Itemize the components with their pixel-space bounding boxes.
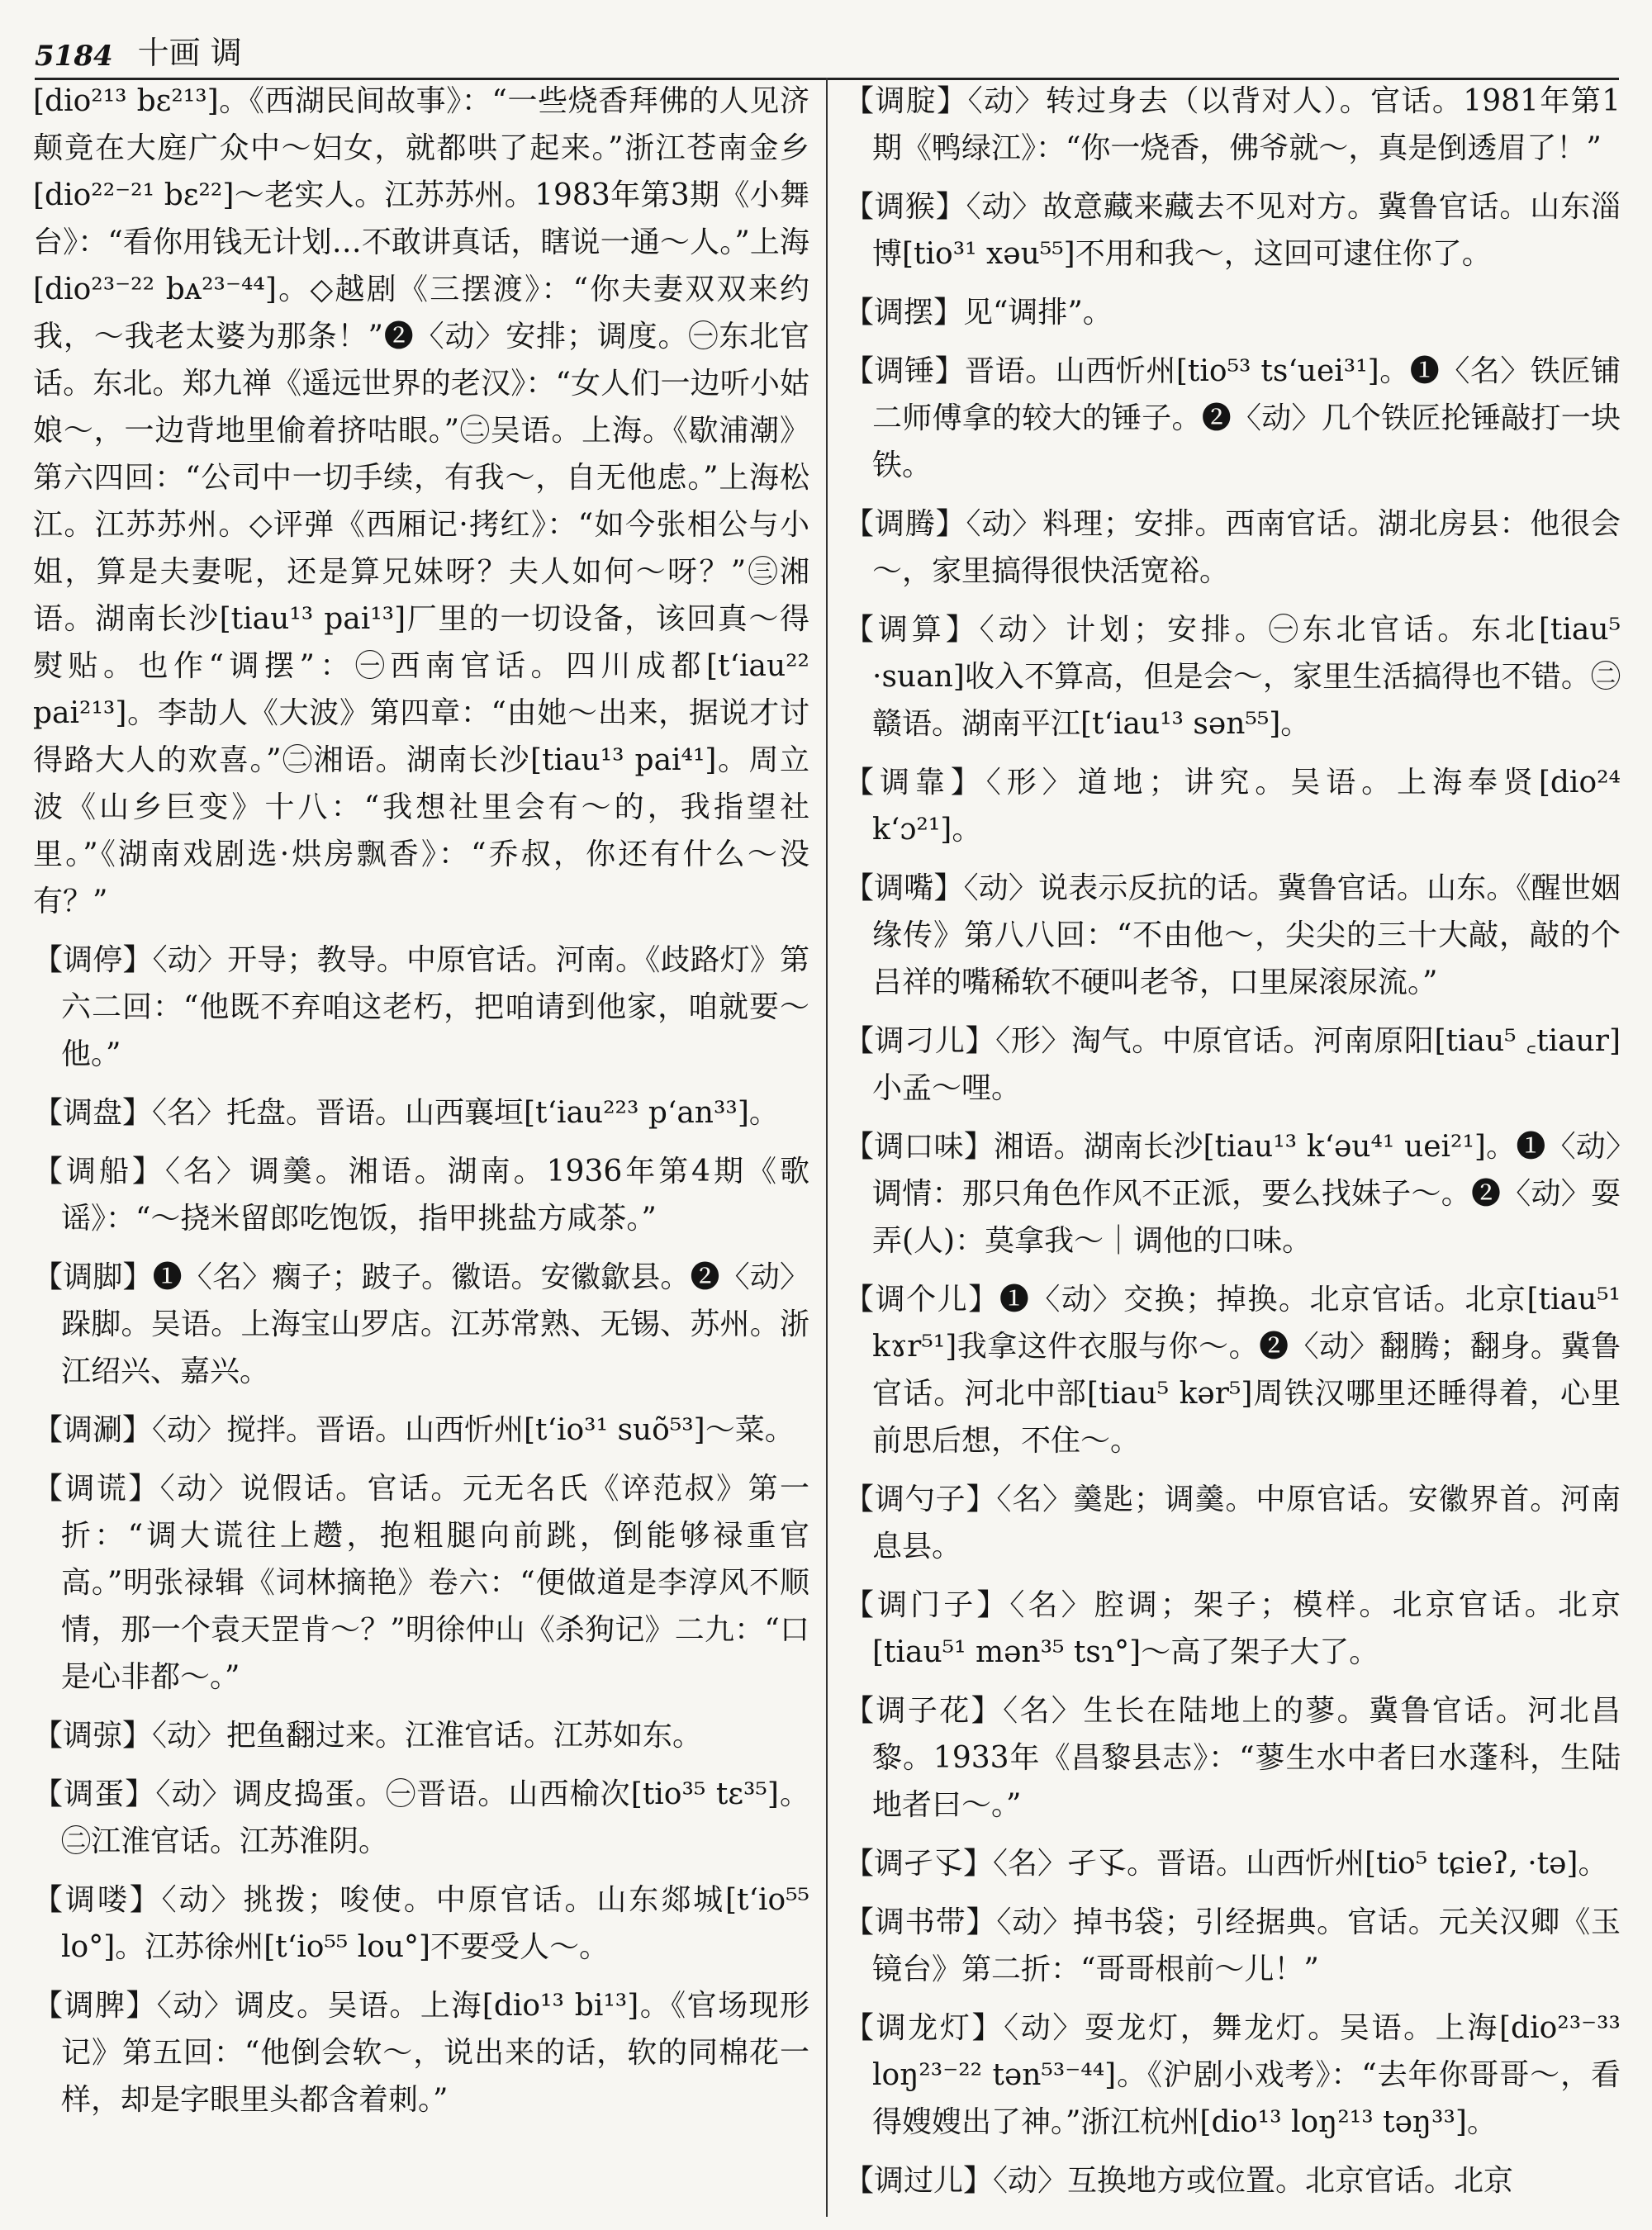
entry-continuation: [dio²¹³ bɛ²¹³]。《西湖民间故事》：“一些烧香拜佛的人见济颠竟在大庭广众中～妇女，就都哄了起来。”浙江苍南金乡[dio²²⁻²¹ bɛ²²]～老实人。江苏苏州。1983年第3期《小舞台》：“看你用钱无计划…不敢讲真话，瞎说一通～人。”上海[dio²³⁻²² bᴀ²³⁻⁴⁴]。◇越剧《三摆渡》：“你夫妻双双来约我，～我老太婆为那条！”❷〈动〉安排；调度。㊀东北官话。东北。郑九禅《遥远世界的老汉》：“女人们一边听小姑娘～，一边背地里偷着挤咕眼。”㊁吴语。上海。《歇浦潮》第六四回：“公司中一切手续，有我～，自无他虑。”上海松江。江苏苏州。◇评弹《西厢记·拷红》：“如今张相公与小姐，算是夫妻呢，还是算兄妹呀？夫人如何～呀？”㊂湘语。湖南长沙[tiau¹³ pai¹³]厂里的一切设备，该回真～得熨贴。也作“调摆”：㊀西南官话。四川成都[t‘iau²² pai²¹³]。李劼人《大波》第四章：“由她～出来，据说才讨得路大人的欢喜。”㊁湘语。湖南长沙[tiau¹³ pai⁴¹]。周立波《山乡巨变》十八：“我想社里会有～的，我指望社里。”《湖南戏剧选·烘房飘香》：“乔叔，你还有什么～没有？” (33, 84, 809, 918)
entry: 【调刁儿】〈形〉淘气。中原官话。河南原阳[tiau⁵ ꜀tiaur]小孟～哩。 (844, 1024, 1621, 1105)
column-divider (826, 78, 828, 2217)
entry: 【调盘】〈名〉托盘。晋语。山西襄垣[t‘iau²²³ p‘an³³]。 (33, 1096, 779, 1130)
entry: 【调脚】❶〈名〉瘸子；跛子。徽语。安徽歙县。❷〈动〉跺脚。吴语。上海宝山罗店。江苏常熟、无锡、苏州。浙江绍兴、嘉兴。 (33, 1260, 809, 1388)
entry: 【调书带】〈动〉掉书袋；引经据典。官话。元关汉卿《玉镜台》第二折：“哥哥根前～儿！” (844, 1905, 1621, 1986)
entry: 【调个儿】❶〈动〉交换；掉换。北京官话。北京[tiau⁵¹ kɤr⁵¹]我拿这件衣服与你～。❷〈动〉翻腾；翻身。冀鲁官话。河北中部[tiau⁵ kər⁵]周铁汉哪里还睡得着，心里前思后想，不住～。 (844, 1283, 1621, 1458)
entry: 【调脾】〈动〉调皮。吴语。上海[dio¹³ bi¹³]。《官场现形记》第五回：“他倒会软～，说出来的话，软的同棉花一样，却是字眼里头都含着刺。” (33, 1989, 809, 2117)
entry: 【调船】〈名〉调羹。湘语。湖南。1936年第4期《歌谣》：“～挠米留郎吃饱饭，指甲挑盐方咸茶。” (33, 1155, 809, 1236)
entry: 【调龙灯】〈动〉耍龙灯，舞龙灯。吴语。上海[dio²³⁻³³ loŋ²³⁻²² tən⁵³⁻⁴⁴]。《沪剧小戏考》：“去年你哥哥～，看得嫂嫂出了神。”浙江杭州[dio¹³ loŋ²¹³ təŋ³³]。 (844, 2011, 1621, 2139)
entry: 【调弶】〈动〉把鱼翻过来。江淮官话。江苏如东。 (33, 1719, 703, 1753)
entry: 【调口味】湘语。湖南长沙[tiau¹³ k‘əu⁴¹ uei²¹]。❶〈动〉调情：那只角色作风不正派，要么找妹子～。❷〈动〉耍弄(人)：莫拿我～｜调他的口味。 (844, 1130, 1621, 1258)
entry: 【调喽】〈动〉挑拨；唆使。中原官话。山东郯城[t‘io⁵⁵ lo°]。江苏徐州[t‘io⁵⁵ lou°]不要受人～。 (33, 1883, 809, 1964)
entry: 【调猴】〈动〉故意藏来藏去不见对方。冀鲁官话。山东淄博[tio³¹ xəu⁵⁵]不用和我～，这回可逮住你了。 (844, 190, 1621, 271)
entry: 【调勺子】〈名〉羹匙；调羹。中原官话。安徽界首。河南息县。 (844, 1483, 1621, 1563)
entry: 【调腾】〈动〉料理；安排。西南官话。湖北房县：他很会～，家里搞得很快活宽裕。 (844, 507, 1621, 588)
section-title: 十画 调 (137, 35, 242, 71)
entry: 【调子花】〈名〉生长在陆地上的蓼。冀鲁官话。河北昌黎。1933年《昌黎县志》：“蓼生水中者曰水蓬科，生陆地者曰～。” (844, 1694, 1621, 1822)
entry: 【调嘴】〈动〉说表示反抗的话。冀鲁官话。山东。《醒世姻缘传》第八八回：“不由他～，尖尖的三十大敲，敲的个吕祥的嘴稀软不硬叫老爷，口里屎滚尿流。” (844, 871, 1621, 999)
right-column (844, 78, 1621, 2221)
entry: 【调算】〈动〉计划；安排。㊀东北官话。东北[tiau⁵ ·suan]收入不算高，但是会～，家里生活搞得也不错。㊁赣语。湖南平江[t‘iau¹³ sən⁵⁵]。 (844, 613, 1621, 741)
entry: 【调摆】见“调排”。 (844, 296, 1113, 330)
entry: 【调腚】〈动〉转过身去（以背对人）。官话。1981年第1期《鸭绿江》：“你一烧香，佛爷就～，真是倒透眉了！” (844, 84, 1621, 165)
entry: 【调蛋】〈动〉调皮捣蛋。㊀晋语。山西榆次[tio³⁵ tɛ³⁵]。㊁江淮官话。江苏淮阴。 (33, 1777, 809, 1858)
entry: 【调涮】〈动〉搅拌。晋语。山西忻州[t‘io³¹ suõ⁵³]～菜。 (33, 1413, 795, 1447)
entry: 【调谎】〈动〉说假话。官话。元无名氏《谇范叔》第一折：“调大谎往上趱，抱粗腿向前跳，倒能够禄重官高。”明张禄辑《词林摘艳》卷六：“便做道是李淳风不顺情，那一个袁天罡肯～？”明徐仲山《杀狗记》二九：“口是心非都～。” (33, 1472, 809, 1694)
entry: 【调停】〈动〉开导；教导。中原官话。河南。《歧路灯》第六二回：“他既不弃咱这老朽，把咱请到他家，咱就要～他。” (33, 943, 809, 1071)
page-number: 5184 (35, 40, 113, 73)
left-column (33, 78, 809, 2221)
entry: 【调锤】晋语。山西忻州[tio⁵³ ts‘uei³¹]。❶〈名〉铁匠铺二师傅拿的较大的锤子。❷〈动〉几个铁匠抡锤敲打一块铁。 (844, 354, 1621, 482)
page-header (35, 15, 1619, 80)
entry: 【调过儿】〈动〉互换地方或位置。北京官话。北京 (844, 2164, 1514, 2198)
entry: 【调孑孓】〈名〉孑孓。晋语。山西忻州[tio⁵ tɕieʔ, ·tə]。 (844, 1847, 1608, 1881)
entry: 【调靠】〈形〉道地；讲究。吴语。上海奉贤[dio²⁴ k‘ɔ²¹]。 (844, 766, 1621, 847)
entry: 【调门子】〈名〉腔调；架子；模样。北京官话。北京[tiau⁵¹ mən³⁵ tsɿ°]～高了架子大了。 (844, 1588, 1621, 1669)
